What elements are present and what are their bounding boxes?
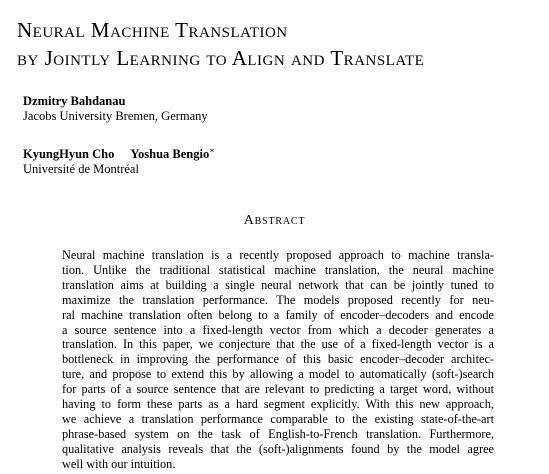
abstract-line: bottleneck in improving the performance of this basic encoder–decoder architec- (62, 352, 494, 367)
paper-title-line-1: Neural Machine Translation (17, 18, 288, 42)
abstract-line: a source sentence into a fixed-length vector from which a decoder generates a (62, 322, 494, 337)
author-block-2 (23, 147, 215, 177)
footnote-marker: ∗ (209, 145, 215, 155)
abstract-line: translation aims at building a single neural network that can be jointly tuned to (62, 277, 494, 292)
abstract-line: phrase-based system on the task of English-to-French translation. Furthermore, (62, 426, 494, 441)
abstract-line: qualitative analysis reveals that the (soft-)alignments found by the model agree (62, 441, 494, 456)
author-affiliation: Université de Montréal (23, 162, 139, 176)
abstract-line: well with our intuition. (62, 456, 176, 471)
author-name: KyungHyun Cho (23, 147, 115, 161)
abstract-body (62, 248, 494, 472)
abstract-line: tion. Unlike the traditional statistical machine translation, the neural machine (62, 262, 494, 277)
paper-title-line-2: by Jointly Learning to Align and Translate (17, 46, 425, 70)
author-name (130, 147, 214, 161)
abstract-line: having to form these parts as a hard segment explicitly. With this new approach, (62, 397, 494, 412)
abstract-line: we achieve a translation performance comparable to the existing state-of-the-art (62, 411, 494, 426)
author-name-text: Yoshua Bengio (130, 147, 210, 161)
abstract-line: Neural machine translation is a recently proposed approach to machine transla- (62, 248, 494, 262)
author-affiliation: Jacobs University Bremen, Germany (23, 109, 208, 123)
author-block-1 (23, 94, 208, 124)
author-name: Dzmitry Bahdanau (23, 94, 126, 108)
abstract-line: ral machine translation often belong to a family of encoder–decoders and encode (62, 307, 494, 322)
abstract-line: ture, and propose to extend this by allowing a model to automatically (soft-)search (62, 367, 494, 382)
abstract-line: maximize the translation performance. The models proposed recently for neu- (62, 292, 494, 307)
abstract-line: for parts of a source sentence that are relevant to predicting a target word, without (62, 382, 494, 397)
abstract-heading: Abstract (243, 213, 306, 228)
author-names-row (23, 147, 215, 162)
paper-title (17, 16, 542, 72)
abstract-line: translation. In this paper, we conjecture that the use of a fixed-length vector is a (62, 337, 494, 352)
